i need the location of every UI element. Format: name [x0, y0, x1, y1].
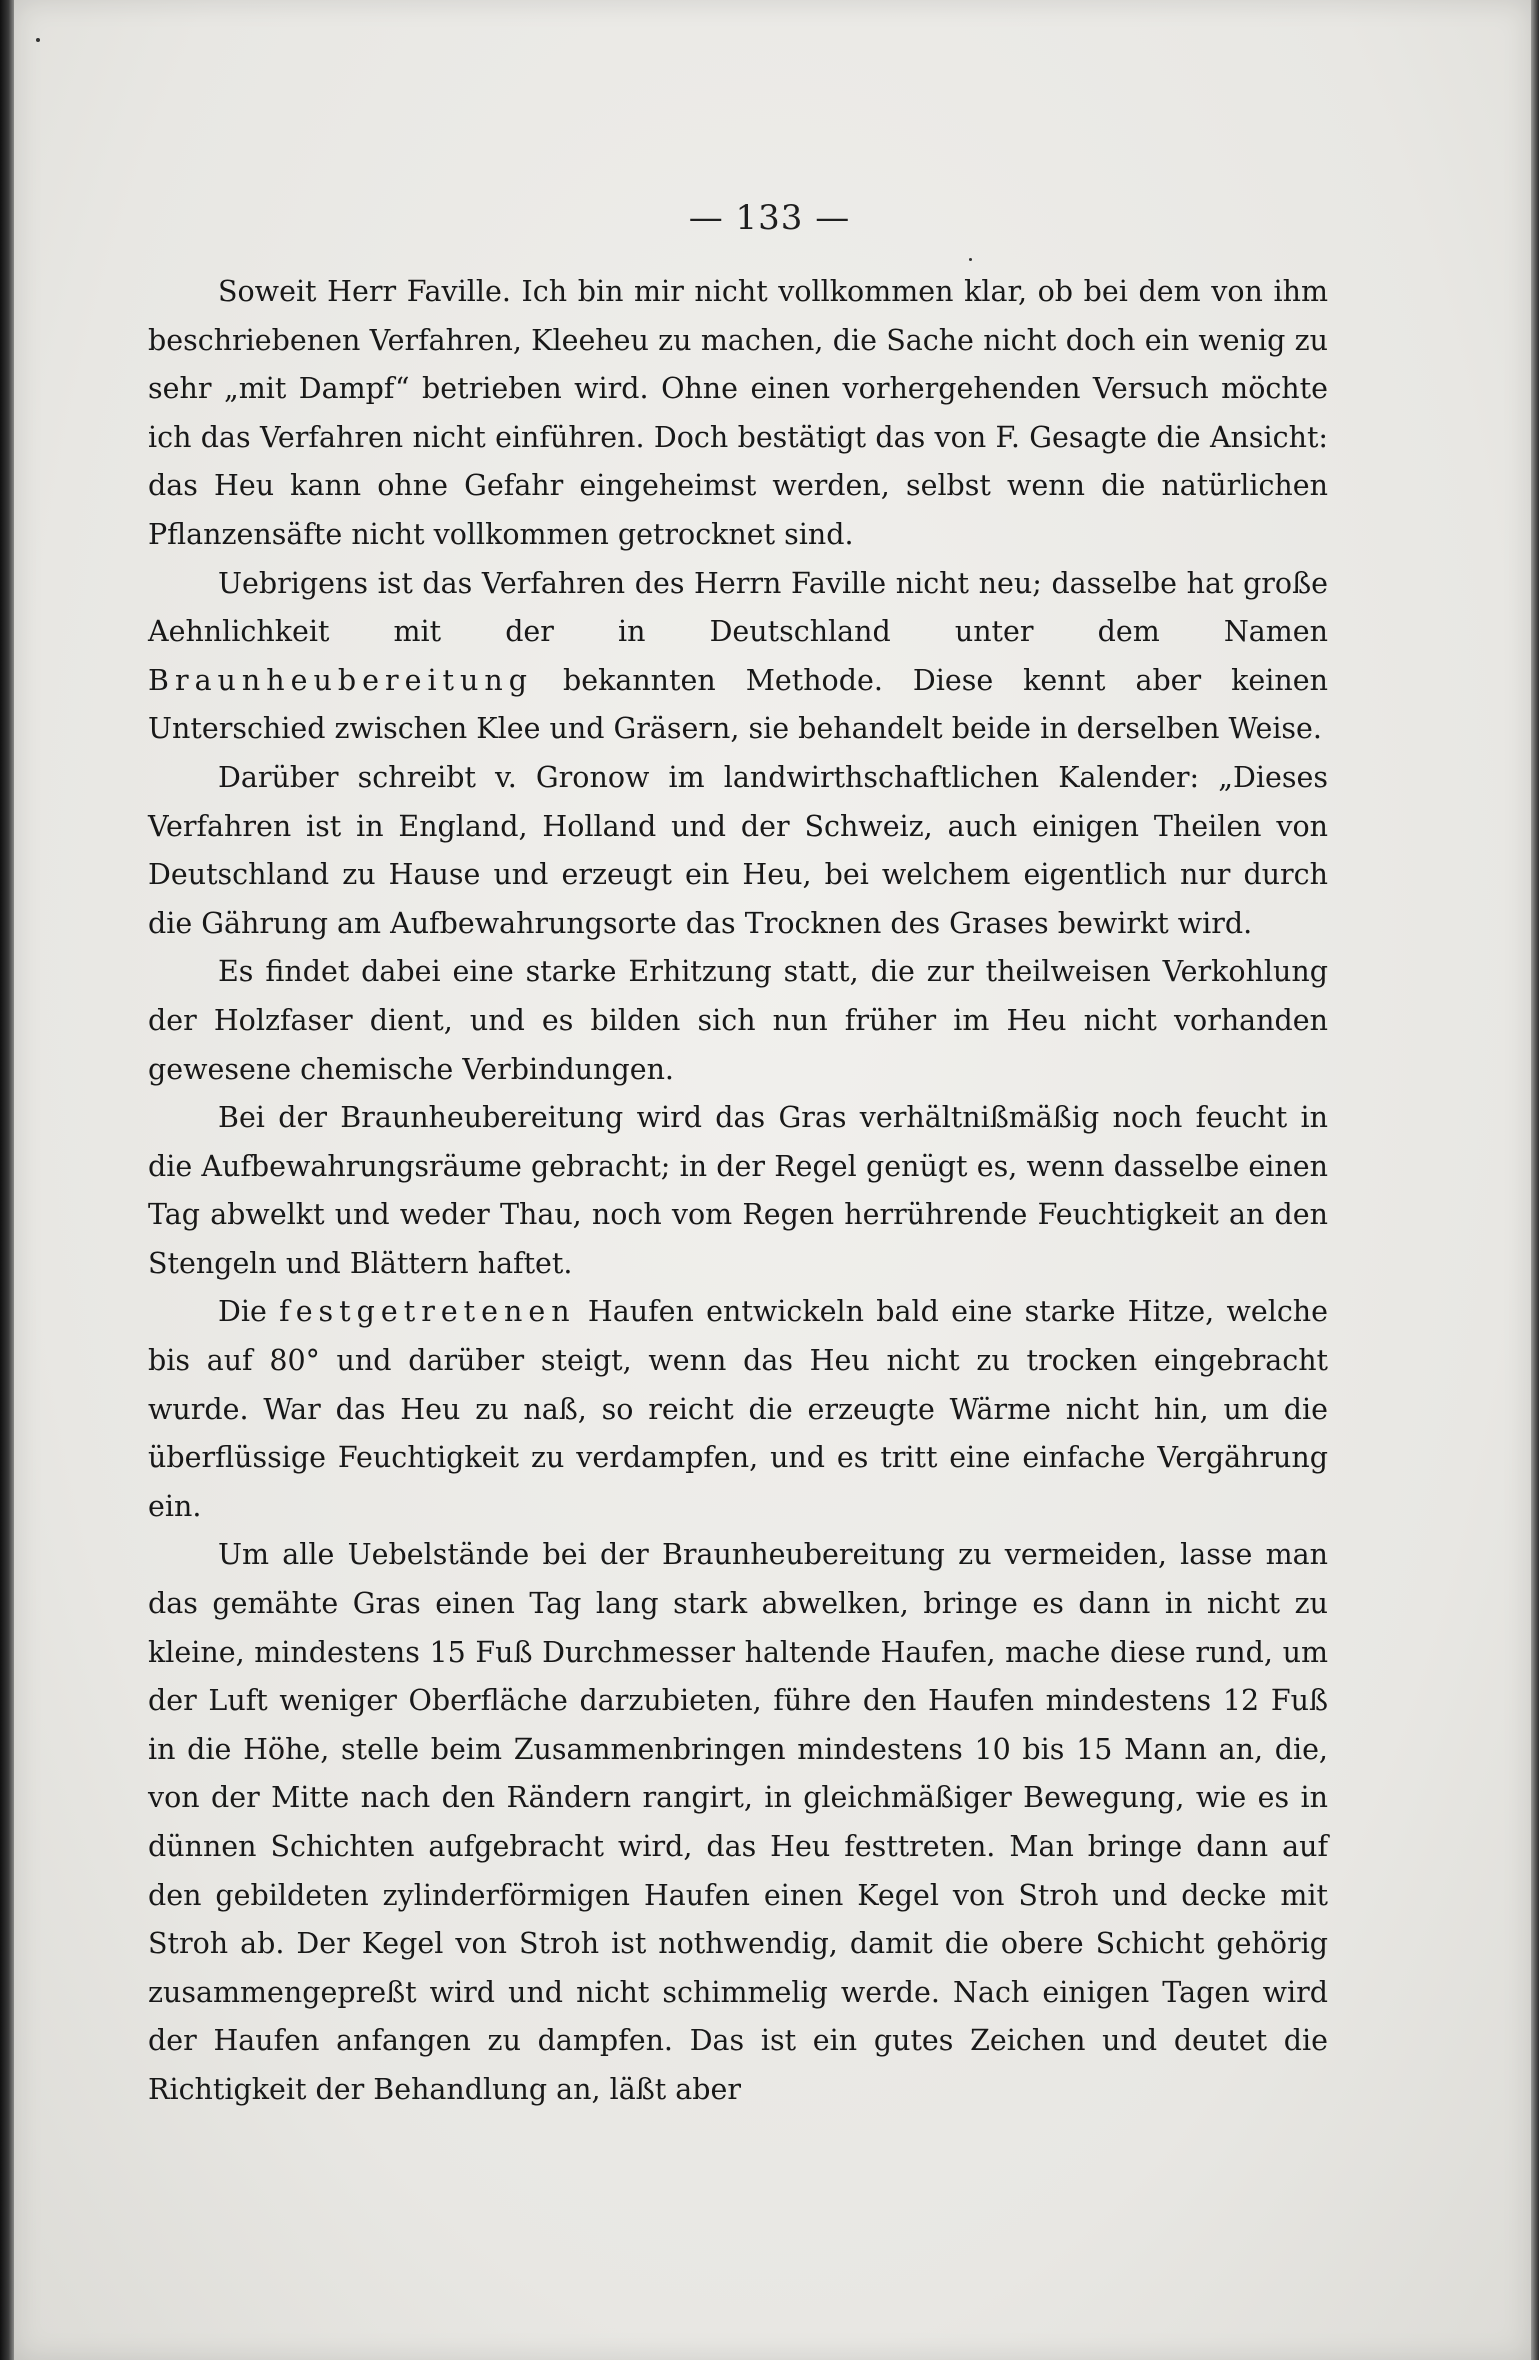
ink-speck: [969, 258, 972, 261]
paragraph: [148, 754, 1328, 948]
ink-speck: [36, 38, 40, 42]
paragraph-text: Darüber schreibt v. Gronow im landwirthschaftlichen Kalender: „Dieses Verfahren ist in England, Holland und der Schweiz, auch einigen Theilen von Deutschland zu Hause und erzeugt ein Heu, bei welchem eigentlich nur durch die Gährung am Aufbewahrungsorte das Trocknen des Grases bewirkt wird.: [148, 760, 1328, 940]
scan-edge-right: [1531, 0, 1539, 2360]
paragraph: [148, 948, 1328, 1094]
scan-edge-left: [0, 0, 14, 2360]
paragraph: [148, 1288, 1328, 1531]
paragraph-text: Soweit Herr Faville. Ich bin mir nicht vollkommen klar, ob bei dem von ihm beschriebenen Verfahren, Kleeheu zu machen, die Sache nicht doch ein wenig zu sehr „mit Dampf“ betrieben wird. Ohne einen vorhergehenden Versuch möchte ich das Verfahren nicht einführen. Doch bestätigt das von F. Gesagte die Ansicht: das Heu kann ohne Gefahr eingeheimst werden, selbst wenn die natürlichen Pflanzensäfte nicht vollkommen getrocknet sind.: [148, 275, 1328, 551]
paragraph-text: Die: [218, 1295, 280, 1329]
page-number: — 133 —: [688, 198, 851, 238]
emphasized-term: festgetretenen: [279, 1295, 576, 1329]
paragraph-text: Um alle Uebelstände bei der Braunheubereitung zu vermeiden, lasse man das gemähte Gras einen Tag lang stark abwelken, bringe es dann in nicht zu kleine, mindestens 15 Fuß Durchmesser haltende Haufen, mache diese rund, um der Luft weniger Oberfläche darzubieten, führe den Haufen mindestens 12 Fuß in die Höhe, stelle beim Zusammenbringen mindestens 10 bis 15 Mann an, die, von der Mitte nach den Rändern rangirt, in gleichmäßiger Bewegung, wie es in dünnen Schichten aufgebracht wird, das Heu festtreten. Man bringe dann auf den gebildeten zylinderförmigen Haufen einen Kegel von Stroh und decke mit Stroh ab. Der Kegel von Stroh ist nothwendig, damit die obere Schicht gehörig zusammengepreßt wird und nicht schimmelig werde. Nach einigen Tagen wird der Haufen anfangen zu dampfen. Das ist ein gutes Zeichen und deutet die Richtigkeit der Behandlung an, läßt aber: [148, 1538, 1328, 2106]
paragraph-text: Bei der Braunheubereitung wird das Gras verhältnißmäßig noch feucht in die Aufbewahrungsräume gebracht; in der Regel genügt es, wenn dasselbe einen Tag abwelkt und weder Thau, noch vom Regen herrührende Feuchtigkeit an den Stengeln und Blättern haftet.: [148, 1101, 1328, 1280]
emphasized-term: Braunheubereitung: [148, 663, 533, 697]
paragraph: [148, 1531, 1328, 2114]
paragraph-text: Es findet dabei eine starke Erhitzung statt, die zur theilweisen Verkohlung der Holzfaser dient, und es bilden sich nun früher im Heu nicht vorhanden gewesene chemische Verbindungen.: [148, 955, 1328, 1086]
paragraph-text: Uebrigens ist das Verfahren des Herrn Faville nicht neu; dasselbe hat große Aehnlichkeit mit der in Deutschland unter dem Namen: [148, 566, 1328, 649]
paragraph-text: bekannten Methode. Diese kennt aber keinen Unterschied zwischen Klee und Gräsern, sie behandelt beide in derselben Weise.: [148, 663, 1328, 746]
paragraph: [148, 1094, 1328, 1288]
body-text: [148, 268, 1328, 2115]
paragraph: [148, 560, 1328, 754]
paragraph-text: Haufen entwickeln bald eine starke Hitze, welche bis auf 80° und darüber steigt, wenn das Heu nicht zu trocken eingebracht wurde. War das Heu zu naß, so reicht die erzeugte Wärme nicht hin, um die überflüssige Feuchtigkeit zu verdampfen, und es tritt eine einfache Vergährung ein.: [148, 1295, 1329, 1523]
paragraph: [148, 268, 1328, 560]
